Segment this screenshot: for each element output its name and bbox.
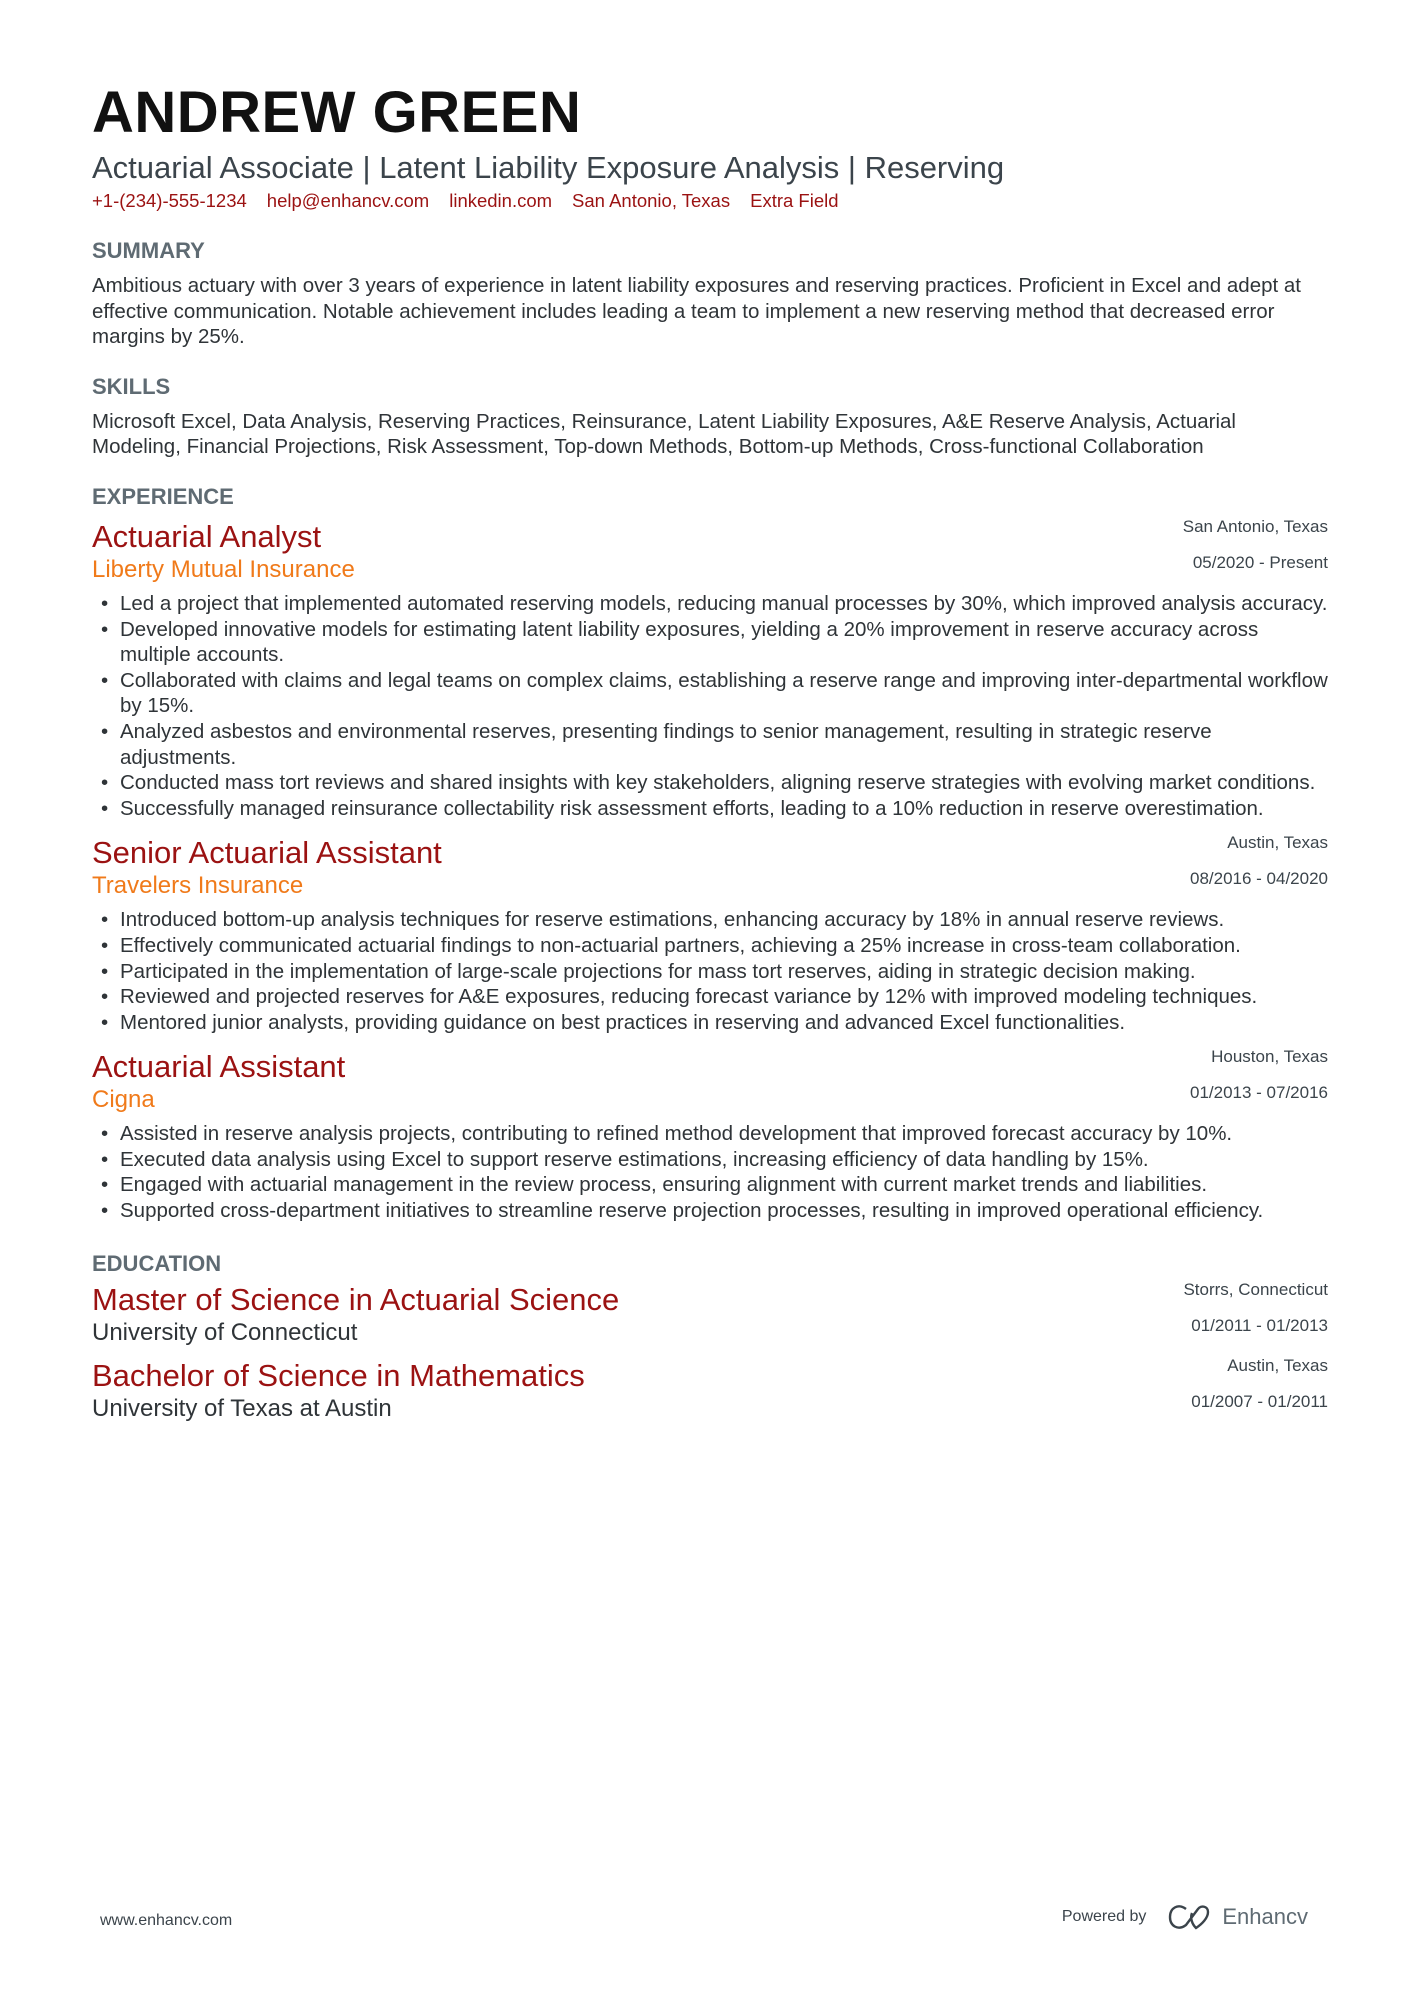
- degree: Master of Science in Actuarial Science: [92, 1281, 620, 1317]
- skills-text: Microsoft Excel, Data Analysis, Reserving Practices, Reinsurance, Latent Liability Exposures, A&E Reserve Analysis, Actuarial Modeling, Financial Projections, Risk Assessment, Top-down Methods, Bottom-up Methods, Cross-functional Collaboration: [92, 409, 1236, 459]
- bullet-item: • Executed data analysis using Excel to support reserve estimations, increasing efficiency of data handling by 15%.: [92, 1147, 1328, 1173]
- job-title: Actuarial Analyst: [92, 518, 322, 554]
- experience-list: [92, 516, 1328, 1224]
- footer-website[interactable]: www.enhancv.com: [100, 1912, 233, 1929]
- extra-field: Extra Field: [750, 190, 839, 211]
- job-entry: [92, 516, 1328, 821]
- job-title: Senior Actuarial Assistant: [92, 835, 442, 871]
- bullet-item: • Supported cross-department initiatives to streamline reserve projection processes, resulting in improved operational efficiency.: [92, 1198, 1328, 1224]
- edu-dates: 01/2007 - 01/2011: [1191, 1391, 1328, 1411]
- linkedin[interactable]: linkedin.com: [449, 190, 553, 211]
- job-dates: 01/2013 - 07/2016: [1189, 1083, 1328, 1103]
- job-title: Actuarial Assistant: [92, 1049, 346, 1085]
- candidate-title: Actuarial Associate | Latent Liability Exposure Analysis | Reserving: [92, 150, 1005, 185]
- experience-heading: EXPERIENCE: [92, 483, 234, 509]
- resume: [92, 78, 1328, 1424]
- bullet-item: • Led a project that implemented automated reserving models, reducing manual processes by 30%, which improved analysis accuracy.: [92, 591, 1328, 617]
- contact-list: [92, 188, 1328, 214]
- powered-by: [1062, 1904, 1308, 1930]
- skills-heading: SKILLS: [92, 373, 171, 399]
- brand-name: Enhancv: [1222, 1904, 1308, 1929]
- education-entry: [92, 1355, 1328, 1424]
- school-name: University of Connecticut: [92, 1318, 358, 1346]
- summary-text: Ambitious actuary with over 3 years of experience in latent liability exposures and reserving practices. Proficient in Excel and adept at effective communication. Notable achievement includes leading a team to implement a new reserving method that decreased error margins by 25%.: [92, 274, 1301, 349]
- school-name: University of Texas at Austin: [92, 1394, 392, 1422]
- phone[interactable]: +1-(234)-555-1234: [92, 190, 247, 211]
- job-bullets: [92, 591, 1328, 821]
- job-bullets: [92, 907, 1328, 1035]
- candidate-name: ANDREW GREEN: [92, 80, 582, 145]
- email[interactable]: help@enhancv.com: [266, 190, 430, 211]
- job-location: Houston, Texas: [1211, 1047, 1328, 1067]
- bullet-item: • Assisted in reserve analysis projects, contributing to refined method development that improved forecast accuracy by 10%.: [92, 1121, 1328, 1147]
- job-location: San Antonio, Texas: [1182, 516, 1328, 536]
- bullet-item: • Participated in the implementation of large-scale projections for mass tort reserves, aiding in strategic decision making.: [92, 959, 1328, 985]
- brand-logo[interactable]: [1168, 1904, 1308, 1930]
- job-entry: [92, 835, 1328, 1035]
- bullet-item: • Collaborated with claims and legal teams on complex claims, establishing a reserve range and improving inter-departmental workflow by 15%.: [92, 668, 1328, 719]
- bullet-item: • Successfully managed reinsurance collectability risk assessment efforts, leading to a 10% reduction in reserve overestimation.: [92, 796, 1328, 822]
- education-list: [92, 1279, 1328, 1424]
- enhancv-logo-icon: [1168, 1904, 1214, 1930]
- bullet-item: • Analyzed asbestos and environmental reserves, presenting findings to senior management, resulting in strategic reserve adjustments.: [92, 719, 1328, 770]
- edu-location: Storrs, Connecticut: [1183, 1279, 1328, 1299]
- job-dates: 05/2020 - Present: [1192, 552, 1328, 572]
- summary-heading: SUMMARY: [92, 238, 205, 263]
- edu-dates: 01/2011 - 01/2013: [1191, 1315, 1328, 1335]
- bullet-item: • Engaged with actuarial management in the review process, ensuring alignment with current market trends and liabilities.: [92, 1172, 1328, 1198]
- powered-by-label: Powered by: [1061, 1908, 1147, 1925]
- company-name: Liberty Mutual Insurance: [92, 555, 355, 583]
- job-entry: [92, 1049, 1328, 1223]
- edu-location: Austin, Texas: [1227, 1355, 1328, 1375]
- degree: Bachelor of Science in Mathematics: [92, 1357, 585, 1393]
- bullet-item: • Introduced bottom-up analysis techniques for reserve estimations, enhancing accuracy by 18% in annual reserve reviews.: [92, 907, 1328, 933]
- job-dates: 08/2016 - 04/2020: [1189, 869, 1328, 889]
- company-name: Travelers Insurance: [92, 872, 304, 900]
- bullet-item: • Conducted mass tort reviews and shared insights with key stakeholders, aligning reserve strategies with evolving market conditions.: [92, 770, 1328, 796]
- bullet-item: • Developed innovative models for estimating latent liability exposures, yielding a 20% improvement in reserve accuracy across multiple accounts.: [92, 617, 1328, 668]
- education-heading: EDUCATION: [92, 1250, 222, 1276]
- bullet-item: • Mentored junior analysts, providing guidance on best practices in reserving and advanced Excel functionalities.: [92, 1010, 1328, 1036]
- location: San Antonio, Texas: [572, 190, 731, 211]
- job-location: Austin, Texas: [1227, 833, 1328, 853]
- job-bullets: [92, 1121, 1328, 1223]
- bullet-item: • Reviewed and projected reserves for A&E exposures, reducing forecast variance by 12% with improved modeling techniques.: [92, 984, 1328, 1010]
- education-entry: [92, 1279, 1328, 1348]
- bullet-item: • Effectively communicated actuarial findings to non-actuarial partners, achieving a 25% increase in cross-team collaboration.: [92, 933, 1328, 959]
- company-name: Cigna: [92, 1086, 155, 1114]
